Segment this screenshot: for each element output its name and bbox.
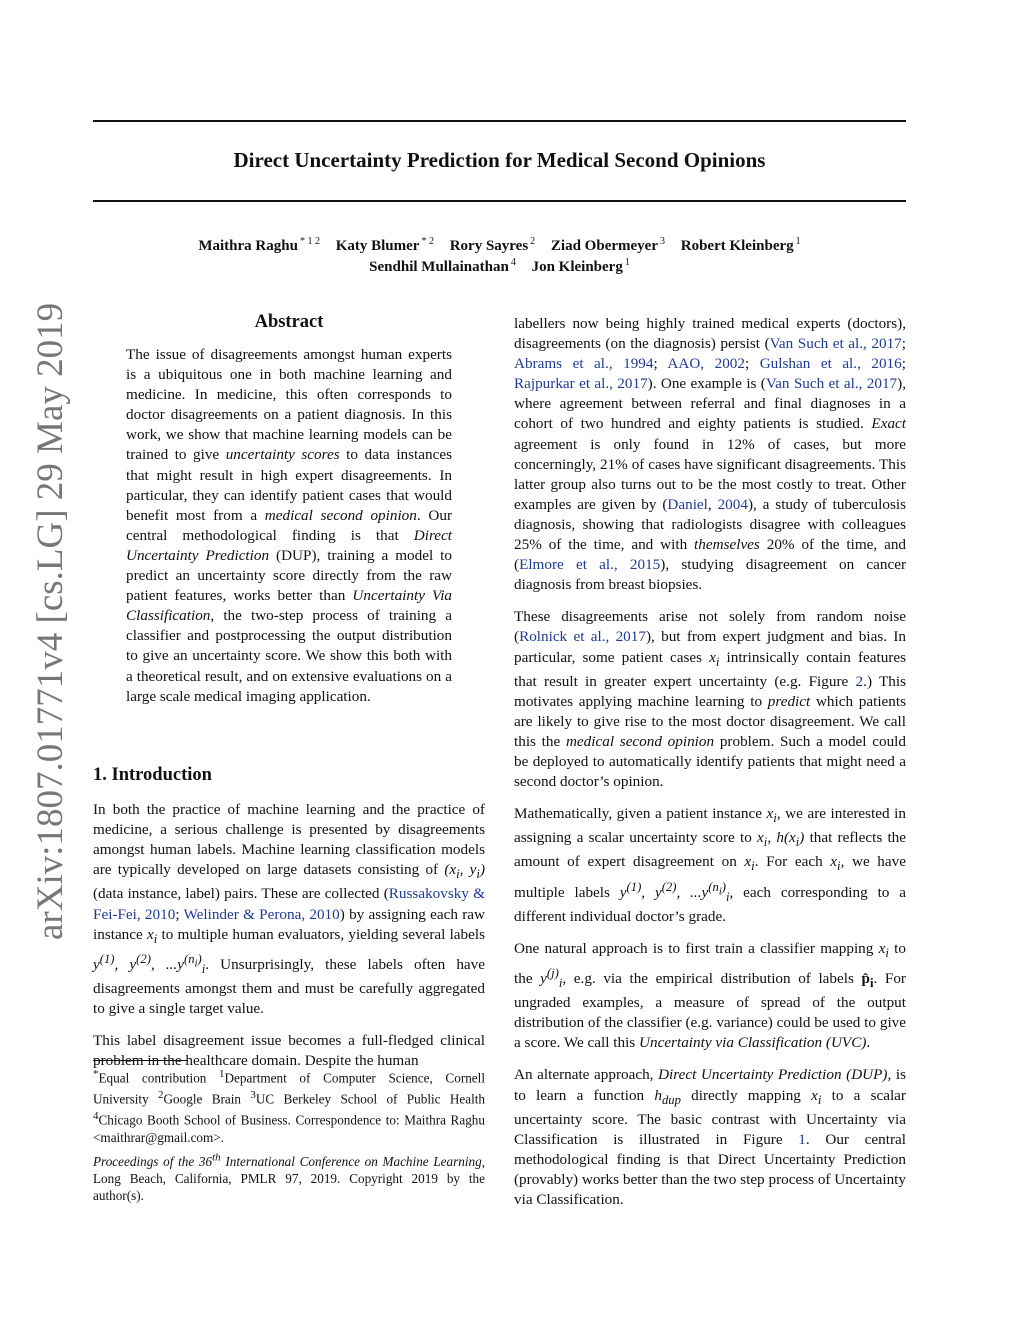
citation-link[interactable]: Gulshan et al., 2016: [759, 355, 902, 373]
intro-column: [93, 800, 485, 1083]
author: Katy Blumer $^{* 2}$: [335, 236, 434, 254]
citation-link[interactable]: Rolnick et al., 2017: [519, 628, 646, 646]
author: Robert Kleinberg $^1$: [680, 236, 801, 254]
paper-title: Direct Uncertainty Prediction for Medical Second Opinions: [233, 148, 766, 172]
figure-link[interactable]: 2: [855, 672, 864, 690]
arxiv-side-stamp: arXiv:1807.01771v4 [cs.LG] 29 May 2019: [30, 302, 71, 940]
citation-link[interactable]: Welinder & Perona, 2010: [183, 905, 340, 923]
section-heading-introduction: 1. Introduction: [93, 765, 212, 785]
right-column: [514, 314, 906, 1222]
authors-line-1: [93, 236, 906, 255]
intro-paragraph-2: This label disagreement issue becomes a full-fledged clinical problem in the healthcare domain. Despite the human: [93, 1032, 485, 1070]
citation-link[interactable]: Van Such et al., 2017: [765, 375, 898, 393]
citation-link[interactable]: Van Such et al., 2017: [769, 335, 902, 353]
authors-line-2: [93, 257, 906, 276]
right-paragraph-5: An alternate approach, Direct Uncertainty Prediction (DUP), is to learn a function $h_{dup}$ directly mapping $x_i$ to a scalar uncertainty score. The basic contrast with Uncertainty via Classification is illustrated in Figure 1. Our central methodological finding is that Direct Uncertainty Prediction (provably) works better than the two step process of Uncertainty via Classification.: [514, 1066, 906, 1209]
citation-link[interactable]: Russakovsky & Fei-Fei, 2010: [93, 885, 486, 923]
citation-link[interactable]: 2004: [717, 495, 748, 513]
right-paragraph-4: One natural approach is to first train a classifier mapping $x_i$ to the $y^{(j)}_i$, e.g. via the empirical distribution of labels $p̂_i$. For ungraded examples, a measure of spread of the output distribution of the classifier (e.g. variance) could be used to give a score. We call this Uncertainty via Classification (UVC).: [514, 939, 906, 1052]
title-bottom-rule: [93, 200, 906, 202]
citation-link[interactable]: Abrams et al., 1994: [514, 355, 654, 373]
abstract-heading: Abstract: [254, 312, 324, 332]
citation-link[interactable]: AAO, 2002: [667, 355, 745, 373]
author: Jon Kleinberg $^1$: [531, 257, 630, 275]
abstract-body: The issue of disagreements amongst human experts is a ubiquitous one in both machine learning and medicine. In medicine, this often corresponds to doctor disagreements on a patient diagnosis. In this work, we show that machine learning models can be trained to give uncertainty scores to data instances that might result in high expert disagreements. In particular, they can identify patient cases that would benefit most from a medical second opinion. Our central methodological finding is that Direct Uncertainty Prediction (DUP), training a model to predict an uncertainty score directly from the raw patient features, works better than Uncertainty Via Classification, the two-step process of training a classifier and postprocessing the output distribution to give an uncertainty score. We show this both with a theoretical result, and on extensive evaluations on a large scale medical imaging application.: [126, 346, 453, 705]
right-paragraph-2: These disagreements arise not solely from random noise (Rolnick et al., 2017), but from expert judgment and bias. In particular, some patient cases $x_i$ intrinsically contain features that result in greater expert uncertainty (e.g. Figure 2.) This motivates applying machine learning to predict which patients are likely to give rise to the most doctor disagreement. We call this the medical second opinion problem. Such a model could be deployed to automatically identify patients that might need a second doctor’s opinion.: [514, 608, 907, 791]
footnote-rule: [93, 1060, 188, 1061]
right-paragraph-1: labellers now being highly trained medical experts (doctors), disagreements (on the diagnosis) persist (Van Such et al., 2017; Abrams et al., 1994; AAO, 2002; Gulshan et al., 2016; Rajpurkar et al., 2017). One example is (Van Such et al., 2017), where agreement between referral and final diagnoses in a cohort of two hundred and eighty patients is studied. Exact agreement is only found in 12% of cases, but more concerningly, 21% of cases have significant disagreements. This latter group also turns out to be the most costly to treat. Other examples are given by (Daniel, 2004), a study of tuberculosis diagnosis, showing that radiologists disagree with colleagues 25% of the time, and with themselves 20% of the time, and (Elmore et al., 2015), studying disagreement on cancer diagnosis from breast biopsies.: [514, 315, 907, 594]
footnote-affiliations: *Equal contribution $^1$Department of Computer Science, Cornell University $^2$Google Brain $^3$UC Berkeley School of Public Health $^4$Chicago Booth School of Business. Correspondence to: Maithra Raghu <maithrar@gmail.com>.: [93, 1068, 485, 1145]
author: Rory Sayres $^2$: [449, 236, 536, 254]
right-paragraph-3: Mathematically, given a patient instance $x_i$, we are interested in assigning a scalar uncertainty score to $x_i$, $h(x_i)$ that reflects the amount of expert disagreement on $x_i$. For each $x_i$, we have multiple labels $y^{(1)}$, $y^{(2)}$, $...y^{(n_i)}_i$, each corresponding to a different individual doctor’s grade.: [514, 805, 907, 925]
footnote-proceedings: Proceedings of the 36th International Conference on Machine Learning, Long Beach, California, PMLR 97, 2019. Copyright 2019 by the author(s).: [93, 1152, 485, 1203]
citation-link[interactable]: Daniel: [667, 495, 708, 513]
author: Sendhil Mullainathan $^4$: [369, 257, 516, 275]
citation-link[interactable]: Elmore et al., 2015: [519, 556, 661, 574]
title-top-rule: [93, 120, 906, 122]
author: Maithra Raghu $^{* 1 2}$: [198, 236, 320, 254]
figure-link[interactable]: 1: [798, 1130, 806, 1148]
citation-link[interactable]: Rajpurkar et al., 2017: [514, 375, 648, 393]
author: Ziad Obermeyer $^3$: [550, 236, 665, 254]
intro-paragraph-1: In both the practice of machine learning and the practice of medicine, a serious challenge is presented by disagreements amongst human labels. Machine learning classification models are typically developed on large datasets consisting of ($x_i$, $y_i$) (data instance, label) pairs. These are collected (Russakovsky & Fei-Fei, 2010; Welinder & Perona, 2010) by assigning each raw instance $x_i$ to multiple human evaluators, yielding several labels $y^{(1)}$, $y^{(2)}$, $...y^{(n_i)}_i$. Unsurprisingly, these labels often have disagreements amongst them and must be carefully aggregated to give a single target value.: [93, 801, 486, 1017]
